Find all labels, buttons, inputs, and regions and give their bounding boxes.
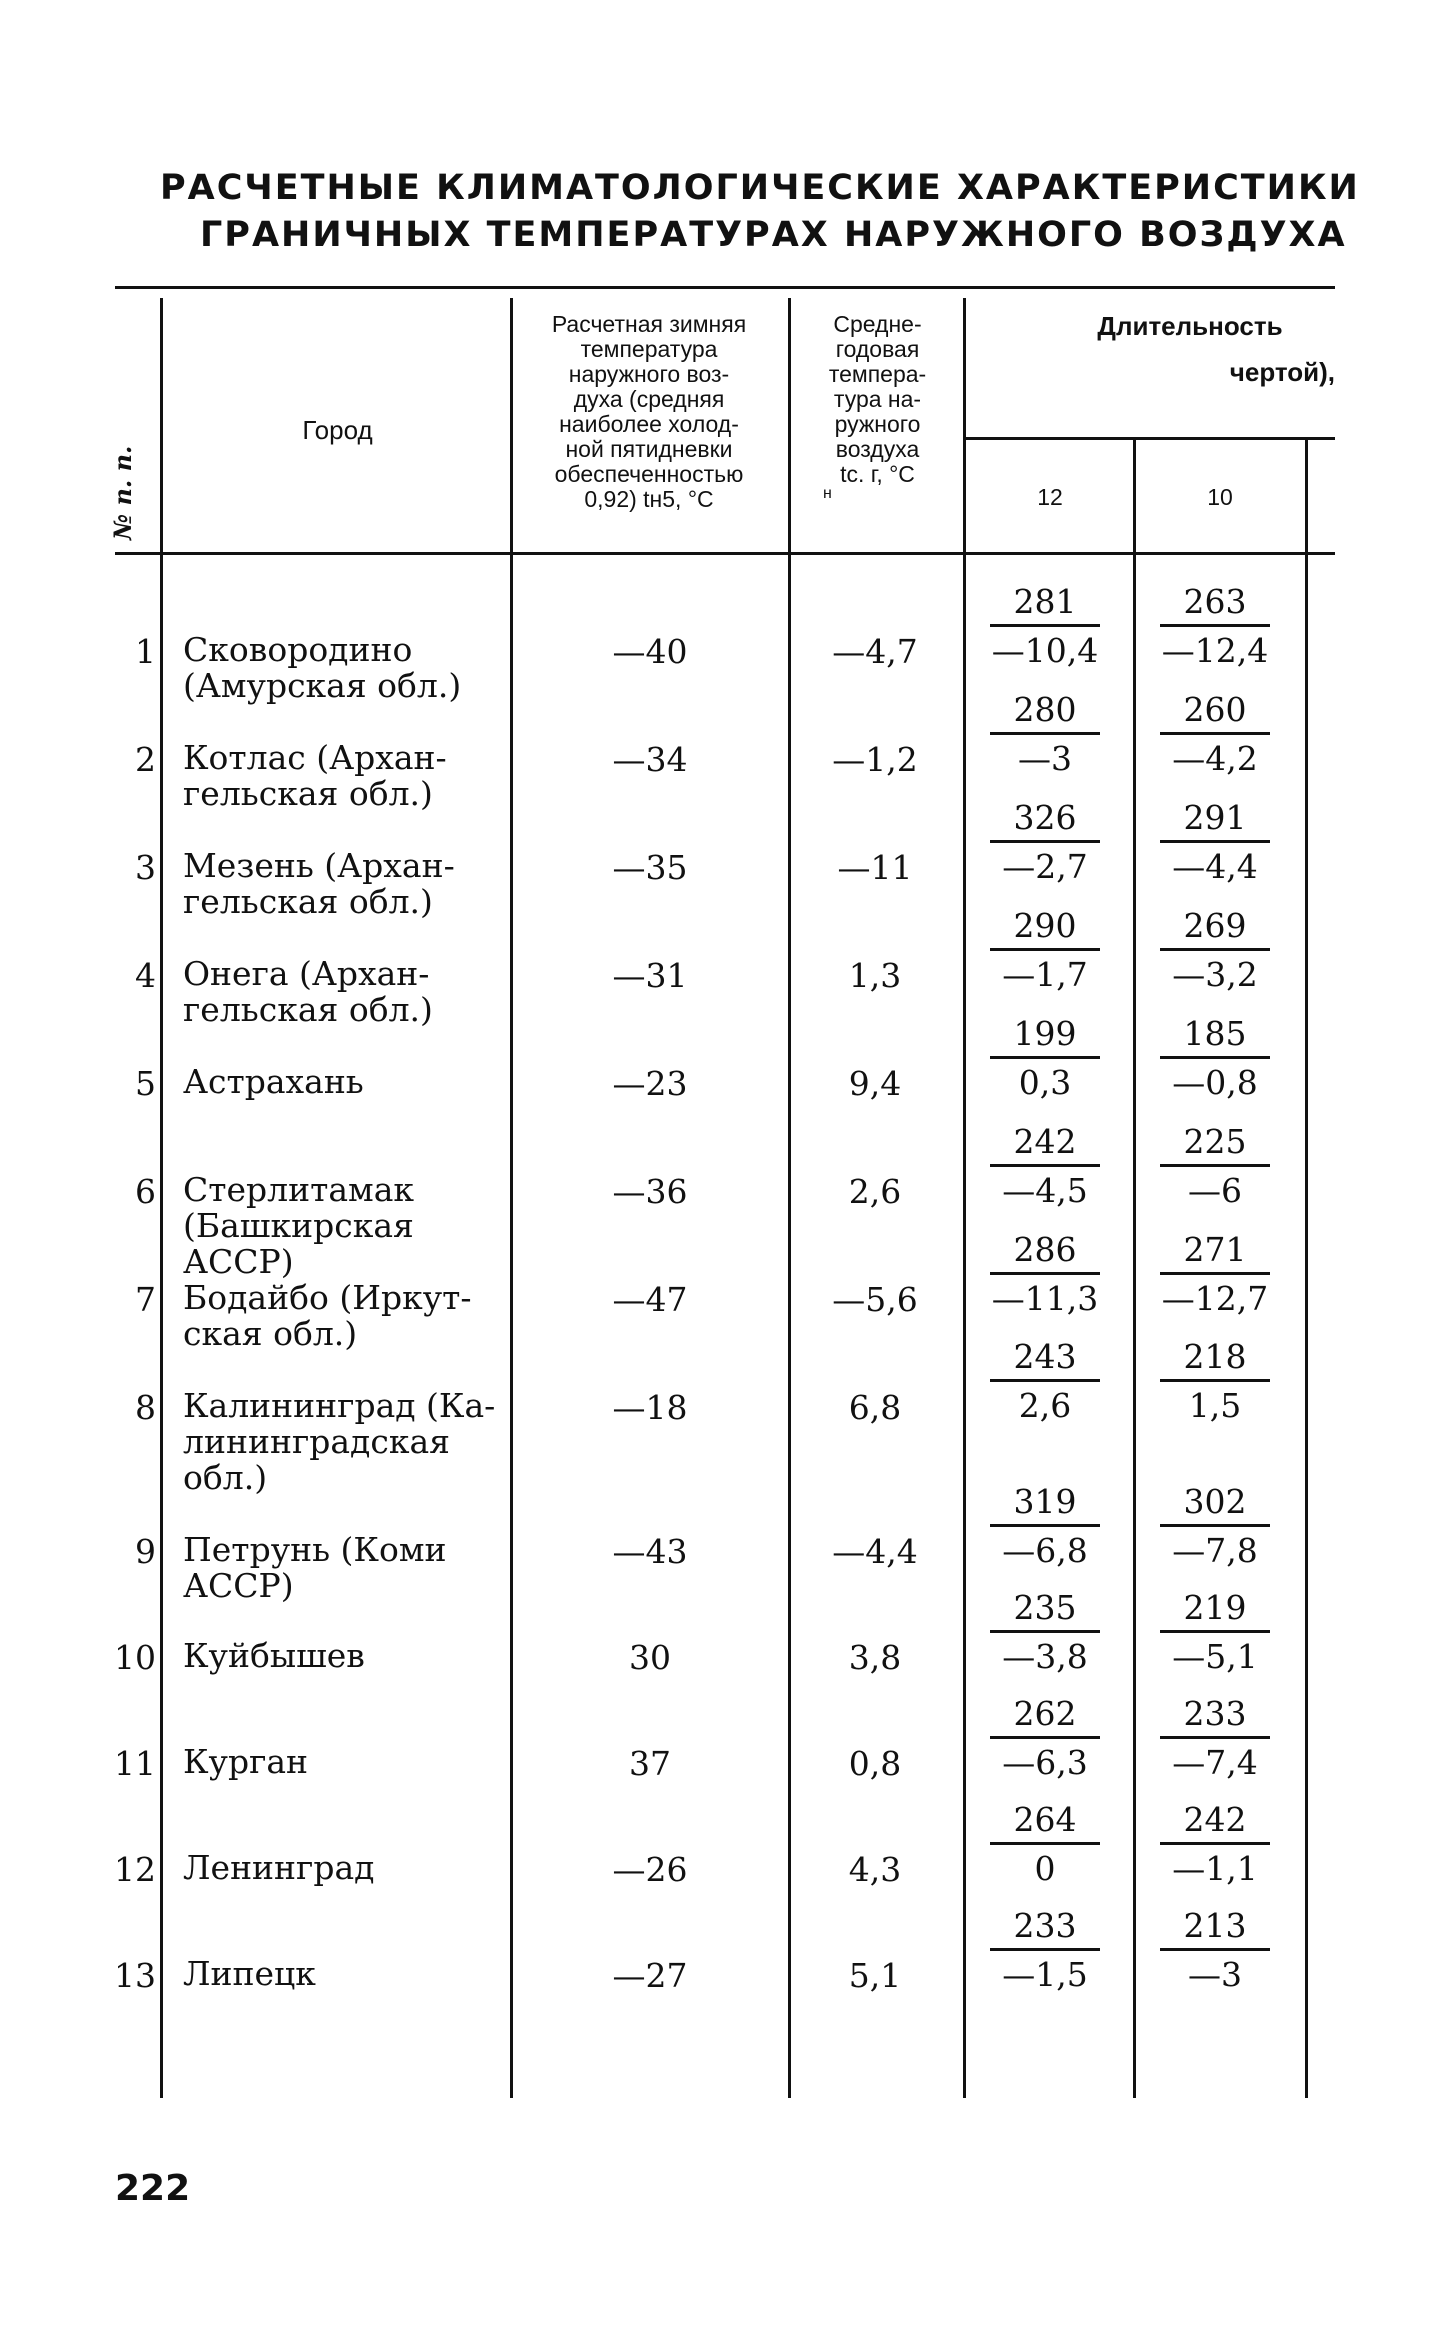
duration-fraction-10	[1160, 796, 1270, 887]
city-name	[183, 1280, 505, 1352]
fraction-numerator: 199	[990, 1012, 1100, 1059]
city-name-line: гельская обл.)	[183, 882, 433, 921]
city-name-line: Петрунь (Коми	[183, 1530, 447, 1569]
fraction-denominator: —12,4	[1161, 631, 1269, 670]
fraction-denominator: —6,3	[1002, 1743, 1088, 1782]
city-name-line: Калининград (Ка-	[183, 1386, 496, 1425]
fraction-numerator: 235	[990, 1586, 1100, 1633]
row-number: 11	[114, 1744, 156, 1783]
duration-fraction-12	[990, 1012, 1100, 1103]
fraction-numerator: 271	[1160, 1228, 1270, 1275]
fraction-numerator: 319	[990, 1480, 1100, 1527]
winter-temp-value: —26	[612, 1850, 688, 1889]
city-name	[183, 1388, 505, 1496]
annual-temp-value: —5,6	[832, 1280, 918, 1319]
fraction-denominator: —1,7	[1002, 955, 1088, 994]
duration-fraction-10	[1160, 1586, 1270, 1677]
annual-temp-value: —1,2	[832, 740, 918, 779]
city-name	[183, 1638, 505, 1674]
city-name-line: гельская обл.)	[183, 774, 433, 813]
fraction-numerator: 290	[990, 904, 1100, 951]
header-col-12: 12	[1037, 484, 1063, 510]
city-name	[183, 1744, 505, 1780]
winter-temp-value: —35	[612, 848, 688, 887]
winter-temp-value: —18	[612, 1388, 688, 1427]
winter-temp-value: —31	[612, 956, 688, 995]
duration-fraction-12	[990, 1692, 1100, 1783]
duration-fraction-10	[1160, 1904, 1270, 1995]
row-number: 13	[114, 1956, 156, 1995]
city-name	[183, 1064, 505, 1100]
header-winter-temp: Расчетная зимняя температура наружного воз- духа (средняя наиболее холод- ной пятидневки обеспеченностью 0,92) tн5, °C	[551, 311, 747, 512]
duration-fraction-12	[990, 904, 1100, 995]
city-name-line: Котлас (Архан-	[183, 738, 447, 777]
fraction-numerator: 291	[1160, 796, 1270, 843]
duration-fraction-12	[990, 1120, 1100, 1211]
header-col-10: 10	[1207, 484, 1233, 510]
col-divider-num	[160, 298, 163, 2098]
fraction-denominator: —3,2	[1172, 955, 1258, 994]
city-name-line: (Башкирская	[183, 1206, 414, 1245]
winter-temp-value: —27	[612, 1956, 688, 1995]
annual-temp-value: 0,8	[848, 1744, 902, 1783]
fraction-numerator: 263	[1160, 580, 1270, 627]
row-number: 4	[135, 956, 156, 995]
duration-fraction-12	[990, 796, 1100, 887]
city-name	[183, 956, 505, 1028]
city-name-line: Бодайбо (Иркут-	[183, 1278, 472, 1317]
fraction-numerator: 260	[1160, 688, 1270, 735]
duration-fraction-12	[990, 1228, 1100, 1319]
duration-subheader-rule	[963, 437, 1335, 440]
duration-fraction-10	[1160, 1012, 1270, 1103]
city-name-line: АССР)	[183, 1242, 294, 1281]
city-name-line: Стерлитамак	[183, 1170, 415, 1209]
fraction-denominator: —4,5	[1002, 1171, 1088, 1210]
annual-temp-value: —11	[837, 848, 913, 887]
fraction-denominator: —6	[1188, 1171, 1242, 1210]
row-number: 2	[135, 740, 156, 779]
header-duration: Длительность	[1097, 311, 1283, 341]
city-name-line: ская обл.)	[183, 1314, 358, 1353]
col-divider-annual	[963, 298, 966, 2098]
fraction-numerator: 302	[1160, 1480, 1270, 1527]
fraction-denominator: —11,3	[991, 1279, 1099, 1318]
city-name	[183, 632, 505, 704]
fraction-denominator: —10,4	[991, 631, 1099, 670]
annual-temp-value: 2,6	[848, 1172, 902, 1211]
fraction-denominator: —7,8	[1172, 1531, 1258, 1570]
row-number: 9	[135, 1532, 156, 1571]
duration-fraction-10	[1160, 688, 1270, 779]
header-number: № п. п.	[108, 445, 137, 540]
page-title-line2: ГРАНИЧНЫХ ТЕМПЕРАТУРАХ НАРУЖНОГО ВОЗДУХА	[200, 215, 1347, 255]
fraction-numerator: 233	[1160, 1692, 1270, 1739]
duration-fraction-12	[990, 1904, 1100, 1995]
duration-fraction-12	[990, 1798, 1100, 1889]
fraction-denominator: —3	[1188, 1955, 1242, 1994]
col-divider-10	[1305, 437, 1308, 2098]
row-number: 7	[135, 1280, 156, 1319]
col-divider-winter	[788, 298, 791, 2098]
table-top-rule	[115, 286, 1335, 289]
duration-fraction-10	[1160, 904, 1270, 995]
fraction-numerator: 218	[1160, 1335, 1270, 1382]
duration-fraction-12	[990, 580, 1100, 671]
annual-temp-value: 9,4	[848, 1064, 902, 1103]
row-number: 8	[135, 1388, 156, 1427]
fraction-denominator: —7,4	[1172, 1743, 1258, 1782]
fraction-denominator: —3,8	[1002, 1637, 1088, 1676]
fraction-numerator: 264	[990, 1798, 1100, 1845]
fraction-numerator: 269	[1160, 904, 1270, 951]
annual-temp-value: 6,8	[848, 1388, 902, 1427]
fraction-numerator: 242	[1160, 1798, 1270, 1845]
city-name-line: Ленинград	[183, 1848, 375, 1887]
city-name-line: Липецк	[183, 1954, 316, 1993]
city-name-line: (Амурская обл.)	[183, 666, 462, 705]
fraction-denominator: —12,7	[1161, 1279, 1269, 1318]
winter-temp-value: 37	[629, 1744, 671, 1783]
fraction-numerator: 280	[990, 688, 1100, 735]
city-name	[183, 740, 505, 812]
city-name-line: Курган	[183, 1742, 309, 1781]
annual-temp-value: 4,3	[848, 1850, 902, 1889]
duration-fraction-10	[1160, 1480, 1270, 1571]
col-divider-12	[1133, 437, 1136, 2098]
fraction-denominator: —3	[1018, 739, 1072, 778]
fraction-denominator: —1,1	[1172, 1849, 1258, 1888]
fraction-denominator: —4,4	[1172, 847, 1258, 886]
city-name-line: АССР)	[183, 1566, 294, 1605]
city-name-line: Мезень (Архан-	[183, 846, 455, 885]
duration-fraction-10	[1160, 1692, 1270, 1783]
city-name-line: лининградская	[183, 1422, 450, 1461]
fraction-denominator: 0,3	[1018, 1063, 1072, 1102]
header-duration-tail: чертой),	[1229, 357, 1335, 387]
city-name	[183, 848, 505, 920]
winter-temp-value: —34	[612, 740, 688, 779]
winter-temp-value: 30	[629, 1638, 671, 1677]
annual-temp-value: 3,8	[848, 1638, 902, 1677]
winter-temp-value: —47	[612, 1280, 688, 1319]
fraction-denominator: —4,2	[1172, 739, 1258, 778]
city-name	[183, 1850, 505, 1886]
city-name	[183, 1532, 505, 1604]
duration-fraction-12	[990, 688, 1100, 779]
header-annual-temp: Средне- годовая темпера- тура на- ружного воздуха tс. г, °C н	[823, 311, 927, 502]
duration-fraction-12	[990, 1586, 1100, 1677]
fraction-numerator: 213	[1160, 1904, 1270, 1951]
fraction-numerator: 326	[990, 796, 1100, 843]
fraction-denominator: 0	[1034, 1849, 1056, 1888]
duration-fraction-10	[1160, 1335, 1270, 1426]
fraction-denominator: —2,7	[1002, 847, 1088, 886]
fraction-denominator: —6,8	[1002, 1531, 1088, 1570]
row-number: 6	[135, 1172, 156, 1211]
city-name-line: Куйбышев	[183, 1636, 365, 1675]
duration-fraction-12	[990, 1335, 1100, 1426]
fraction-numerator: 219	[1160, 1586, 1270, 1633]
fraction-denominator: —0,8	[1172, 1063, 1258, 1102]
row-number: 12	[114, 1850, 156, 1889]
fraction-numerator: 225	[1160, 1120, 1270, 1167]
winter-temp-value: —43	[612, 1532, 688, 1571]
row-number: 3	[135, 848, 156, 887]
city-name-line: Онега (Архан-	[183, 954, 430, 993]
page-number: 222	[115, 2168, 191, 2209]
city-name	[183, 1956, 505, 1992]
row-number: 1	[135, 632, 156, 671]
annual-temp-value: 1,3	[848, 956, 902, 995]
fraction-numerator: 262	[990, 1692, 1100, 1739]
city-name-line: обл.)	[183, 1458, 268, 1497]
fraction-numerator: 233	[990, 1904, 1100, 1951]
city-name	[183, 1172, 505, 1280]
winter-temp-value: —23	[612, 1064, 688, 1103]
fraction-numerator: 243	[990, 1335, 1100, 1382]
duration-fraction-12	[990, 1480, 1100, 1571]
header-bottom-rule	[115, 552, 1335, 555]
header-city: Город	[302, 415, 373, 445]
winter-temp-value: —36	[612, 1172, 688, 1211]
city-name-line: гельская обл.)	[183, 990, 433, 1029]
duration-fraction-10	[1160, 1798, 1270, 1889]
row-number: 5	[135, 1064, 156, 1103]
duration-fraction-10	[1160, 1120, 1270, 1211]
page-title-line1: РАСЧЕТНЫЕ КЛИМАТОЛОГИЧЕСКИЕ ХАРАКТЕРИСТИКИ	[160, 168, 1360, 208]
annual-temp-value: 5,1	[848, 1956, 902, 1995]
duration-fraction-10	[1160, 1228, 1270, 1319]
fraction-denominator: —5,1	[1172, 1637, 1258, 1676]
row-number: 10	[114, 1638, 156, 1677]
duration-fraction-10	[1160, 580, 1270, 671]
city-name-line: Сковородино	[183, 630, 413, 669]
fraction-numerator: 281	[990, 580, 1100, 627]
fraction-numerator: 185	[1160, 1012, 1270, 1059]
city-name-line: Астрахань	[183, 1062, 364, 1101]
fraction-numerator: 286	[990, 1228, 1100, 1275]
fraction-numerator: 242	[990, 1120, 1100, 1167]
fraction-denominator: 2,6	[1018, 1386, 1072, 1425]
annual-temp-value: —4,7	[832, 632, 918, 671]
fraction-denominator: —1,5	[1002, 1955, 1088, 1994]
fraction-denominator: 1,5	[1188, 1386, 1242, 1425]
col-divider-city	[510, 298, 513, 2098]
annual-temp-value: —4,4	[832, 1532, 918, 1571]
winter-temp-value: —40	[612, 632, 688, 671]
